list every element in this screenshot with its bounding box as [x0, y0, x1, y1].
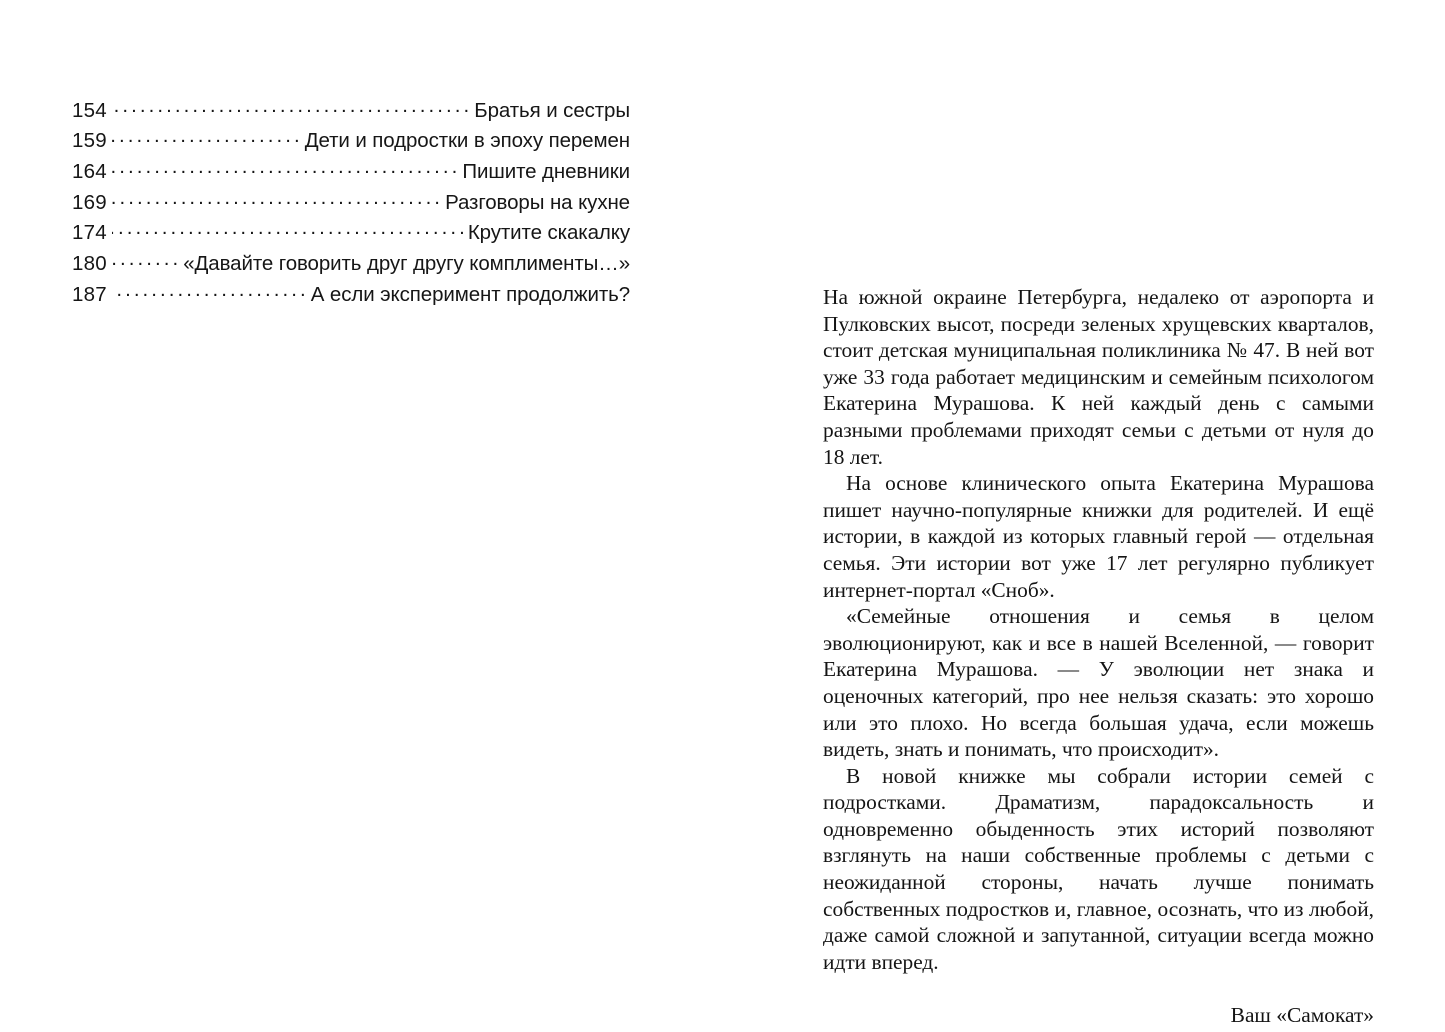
foreword-signature: Ваш «Самокат» [1230, 1003, 1374, 1028]
toc-dot-leader [112, 157, 461, 178]
left-page [0, 0, 722, 1032]
toc-entry[interactable] [72, 280, 630, 311]
toc-entry[interactable] [72, 188, 630, 219]
table-of-contents [72, 96, 630, 311]
toc-entry[interactable] [72, 96, 630, 127]
toc-entry-title: «Давайте говорить друг другу комплименты…» [183, 251, 630, 275]
toc-entry-title: Разговоры на кухне [445, 190, 630, 214]
toc-entry-title: Братья и сестры [474, 98, 630, 122]
toc-entry-title: А если эксперимент продолжить? [310, 282, 630, 306]
foreword-paragraph: На основе клинического опыта Екатерина Мурашова пишет научно-популярные книжки для родителей. И ещё истории, в каждой из которых главный герой — отдельная семья. Эти истории вот уже 17 лет регулярно публикует интернет-портал «Сноб». [823, 471, 1374, 602]
toc-entry-page-number: 180 [72, 251, 107, 275]
toc-dot-leader [112, 188, 443, 209]
toc-dot-leader [112, 96, 472, 117]
toc-dot-leader [112, 280, 309, 301]
right-page [722, 0, 1445, 1032]
toc-entry-title: Крутите скакалку [467, 221, 630, 245]
foreword-paragraph: В новой книжке мы собрали истории семей с подростками. Драматизм, парадоксальность и одновременно обыденность этих историй позволяют взглянуть на наши собственные проблемы с детьми с неожиданной стороны, начать лучше понимать собственных подростков и, главное, осознать, что из любой, даже самой сложной и запутанной, ситуации всегда можно идти вперед. [823, 763, 1374, 974]
toc-entry[interactable] [72, 219, 630, 250]
toc-entry-page-number: 187 [72, 282, 107, 306]
toc-dot-leader [112, 127, 303, 148]
toc-entry-title: Пишите дневники [462, 159, 630, 183]
toc-entry-page-number: 174 [72, 221, 107, 245]
toc-entry[interactable] [72, 127, 630, 158]
foreword-paragraph: На южной окраине Петербурга, недалеко от аэропорта и Пулковских высот, посреди зеленых хрущевских кварталов, стоит детская муниципальная поликлиника № 47. В ней вот уже 33 года работает медицинским и семейным психологом Екатерина Мурашова. К ней каждый день с самыми разными проблемами приходят семьи с детьми от нуля до 18 лет. [823, 285, 1374, 469]
toc-entry[interactable] [72, 157, 630, 188]
toc-dot-leader [112, 249, 181, 270]
toc-entry[interactable] [72, 249, 630, 280]
toc-entry-page-number: 159 [72, 129, 107, 153]
toc-entry-page-number: 169 [72, 190, 107, 214]
toc-entry-title: Дети и подростки в эпоху перемен [304, 129, 630, 153]
foreword-body [823, 284, 1374, 1029]
toc-entry-page-number: 154 [72, 98, 107, 122]
toc-entry-page-number: 164 [72, 159, 107, 183]
toc-dot-leader [112, 219, 468, 240]
foreword-paragraph: «Семейные отношения и семья в целом эволюционируют, как и все в нашей Вселенной, — говорит Екатерина Мурашова. — У эволюции нет знака и оценочных категорий, про нее нельзя сказать: это хорошо или это плохо. Но всегда большая удача, если можешь видеть, знать и понимать, что происходит». [823, 604, 1374, 762]
